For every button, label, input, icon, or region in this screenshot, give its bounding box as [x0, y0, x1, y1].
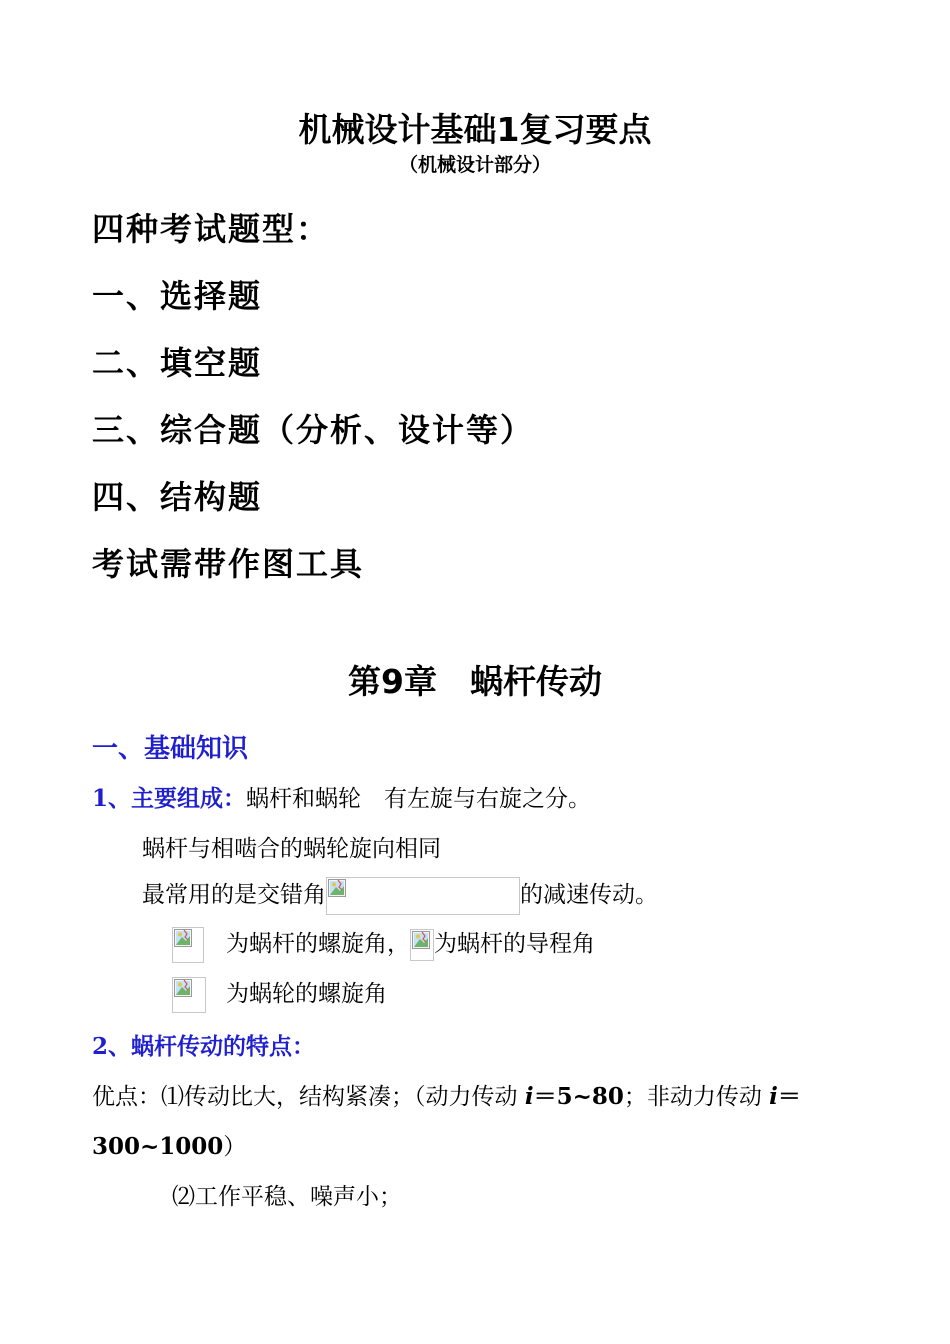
advantages-line-cont	[92, 1128, 246, 1161]
section-heading: 一、基础知识	[92, 734, 249, 764]
formula-image-icon	[326, 877, 520, 915]
symbol-image-icon	[410, 929, 434, 961]
helix1-text: 为蜗杆的螺旋角，	[226, 931, 410, 957]
item2-label: 2、蜗杆传动的特点：	[92, 1033, 316, 1060]
ratio-var-1: i	[524, 1083, 534, 1110]
document-subtitle: （机械设计部分）	[398, 154, 551, 176]
symbol-image-icon	[172, 927, 204, 963]
adv-pre: 优点：⑴传动比大，结构紧凑；（动力传动	[92, 1084, 525, 1110]
helix2-text: 为蜗轮的螺旋角	[226, 981, 387, 1007]
exam-type-1: 一、选择题	[92, 277, 263, 315]
same-direction-line: 蜗杆与相啮合的蜗轮旋向相同	[142, 836, 441, 862]
exam-type-3: 三、综合题（分析、设计等）	[92, 411, 535, 449]
item1-label: 1、主要组成：	[92, 785, 247, 812]
common-angle-line	[142, 876, 658, 915]
adv-close: ）	[223, 1134, 247, 1160]
document-title: 机械设计基础1复习要点	[298, 110, 652, 149]
helix-line-2	[172, 975, 387, 1013]
item1-text: 蜗杆和蜗轮 有左旋与右旋之分。	[246, 786, 592, 812]
exam-type-2: 二、填空题	[92, 344, 263, 382]
ratio-var-2: i	[769, 1083, 778, 1110]
symbol-image-icon	[172, 977, 206, 1013]
ratio-eq-2: ＝	[777, 1083, 801, 1110]
exam-type-4: 四、结构题	[92, 478, 263, 516]
exam-types-heading: 四种考试题型：	[92, 210, 331, 248]
helix1b-text: 为蜗杆的导程角	[434, 931, 595, 957]
ratio-val-2: 300~1000	[92, 1133, 224, 1160]
exam-tool-note: 考试需带作图工具	[92, 545, 365, 583]
adv-mid: ；非动力传动	[623, 1084, 770, 1110]
common-angle-post: 的减速传动。	[520, 882, 658, 908]
helix-line-1	[172, 925, 595, 963]
item1-line	[92, 780, 591, 813]
ratio-val-1: ＝5~80	[533, 1083, 624, 1110]
common-angle-pre: 最常用的是交错角	[142, 882, 326, 908]
chapter-title: 第9章 蜗杆传动	[348, 662, 602, 701]
advantages-line	[92, 1078, 801, 1111]
advantage-2-line: ⑵工作平稳、噪声小；	[172, 1184, 402, 1210]
